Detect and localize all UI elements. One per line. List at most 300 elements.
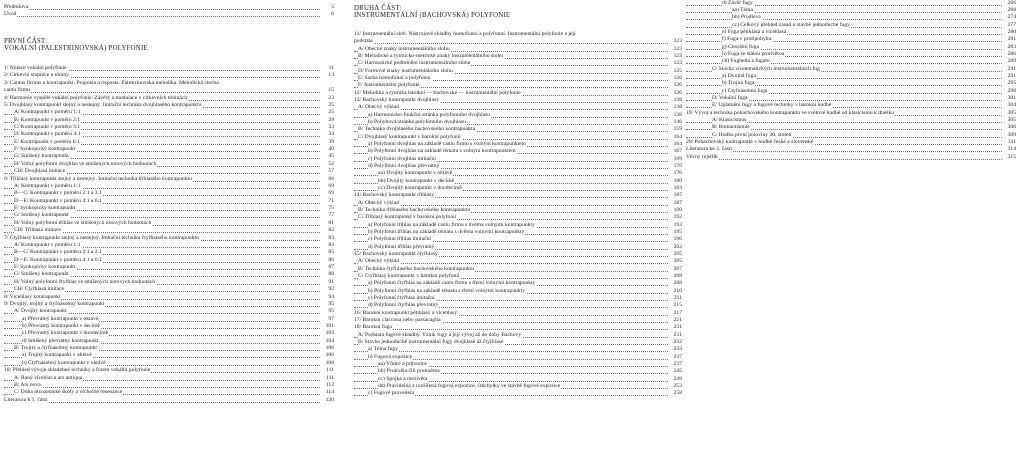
toc-entry-page-number: 187 [673, 200, 682, 206]
toc-entry-page-number: 126 [673, 90, 682, 96]
toc-entry[interactable] [354, 295, 682, 301]
toc-entry[interactable] [354, 236, 682, 242]
toc-entry[interactable] [686, 80, 1016, 86]
toc-entry[interactable] [354, 60, 682, 66]
toc-entry[interactable] [4, 212, 334, 218]
toc-entry-page-number: 106 [325, 352, 334, 358]
toc-entry-page-number: 5 [331, 4, 334, 10]
toc-entry-title: b) Fugová expozice [368, 354, 413, 360]
toc-entry[interactable] [354, 68, 682, 74]
toc-entry[interactable] [354, 53, 682, 59]
dot-leader [354, 329, 668, 330]
toc-entry[interactable] [354, 251, 682, 257]
toc-entry[interactable] [354, 317, 682, 323]
toc-entry-title: H/ Volný polyfonní dvojhlas ve smíšených notových hodnotách [14, 161, 157, 167]
dot-leader [4, 9, 320, 10]
toc-entry-title: Literatura k 1. části [4, 397, 48, 403]
toc-entry-title: B—C/ Kontrapunkt v poměru 2:1 a 3:1 [14, 190, 102, 196]
toc-entry[interactable] [4, 352, 334, 358]
toc-entry[interactable] [354, 310, 682, 316]
toc-entry[interactable] [4, 279, 334, 285]
toc-entry[interactable] [354, 141, 682, 147]
toc-entry[interactable] [686, 7, 1016, 13]
toc-entry[interactable] [686, 139, 1016, 145]
toc-entry-title: 7/ Čtyřhlasý kontrapunkt stejný a nestejný. Imitační technika čtyřhlasého kontrapunktu [4, 235, 199, 241]
toc-entry-title: 9/ Dvojitý, trojitý a čtyřnásobný kontrapunkt [4, 301, 105, 307]
toc-entry[interactable] [354, 134, 682, 140]
toc-entry-title: E/ Uplatnění fugy a fugové techniky v barokní hudbě [712, 102, 832, 108]
dot-leader [354, 263, 668, 264]
toc-entry-page-number: 83 [328, 235, 334, 241]
toc-entry-title: Předmluva [4, 4, 29, 10]
toc-entry-title: C/ Dvojhlasý kontrapunkt v barokní polyfonii [358, 134, 461, 140]
toc-entry[interactable] [4, 190, 334, 196]
toc-entry[interactable] [4, 382, 334, 388]
toc-entry[interactable] [354, 185, 682, 191]
toc-entry-title: b) Polyfonní čtyřhlas na základě tématu s třemi volnými kontrapunkty [368, 288, 526, 294]
toc-entry-page-number: 66 [328, 176, 334, 182]
toc-entry[interactable] [354, 302, 682, 308]
toc-entry-page-number: 208 [673, 273, 682, 279]
toc-entry-title: A/ Obecný výklad [358, 200, 400, 206]
toc-entry[interactable] [4, 227, 334, 233]
toc-entry-page-number: 176 [673, 170, 682, 176]
toc-entry[interactable] [4, 249, 334, 255]
toc-entry-page-number: 167 [673, 148, 682, 154]
toc-entry[interactable] [4, 360, 334, 366]
toc-entry[interactable] [4, 257, 334, 263]
toc-entry[interactable] [4, 87, 334, 93]
toc-entry[interactable] [4, 375, 334, 381]
toc-entry-title: c) Polyfonní čtyřhlas imitační [368, 295, 435, 301]
toc-entry[interactable] [4, 146, 334, 152]
toc-entry[interactable] [354, 390, 682, 396]
toc-entry-page-number: 159 [673, 126, 682, 132]
toc-entry-title: 10/ Přehled vývoje skladebné techniky a forem vokální polyfonie [4, 367, 151, 373]
toc-entry-page-number: 69 [328, 190, 334, 196]
toc-entry[interactable] [4, 176, 334, 182]
toc-entry-title: CH/ Dvojhlasá imitace [14, 168, 66, 174]
toc-entry[interactable] [354, 148, 682, 154]
toc-entry[interactable] [4, 205, 334, 211]
toc-entry-page-number: 306 [1007, 124, 1016, 130]
toc-entry-page-number: 146 [673, 119, 682, 125]
toc-entry-page-number: 85 [328, 249, 334, 255]
toc-entry-title: a) Polyfonní tříhlas na základě cantu firmu s dvěma volnými kontrapunkty [368, 222, 535, 228]
toc-entry-page-number: 315 [1007, 154, 1016, 160]
toc-entry-page-number: 295 [1007, 80, 1016, 86]
toc-entry-page-number: 291 [1007, 73, 1016, 79]
toc-entry-page-number: 138 [673, 104, 682, 110]
toc-entry-title: 8/ Vícehlasý kontrapunkt [4, 294, 61, 300]
toc-entry-title: 19/ Vývoj a technika pobachovského kontrapunktu ve světové hudbě od klasicismu k dnešku [686, 110, 895, 116]
toc-entry-page-number: 277 [1007, 22, 1016, 28]
toc-entry-page-number: 25 [328, 102, 334, 108]
toc-entry-title: D—E/ Kontrapunkt v poměru 4:1 a 6:1 [14, 198, 102, 204]
toc-entry-page-number: 71 [328, 198, 334, 204]
toc-entry[interactable] [354, 258, 682, 264]
toc-entry[interactable] [354, 163, 682, 169]
toc-entry-title: cc) Spojka a mezivěta [378, 376, 428, 382]
toc-entry-page-number: 304 [1007, 102, 1016, 108]
toc-entry-title: d) Polyfonní tříhlas převratný [368, 244, 435, 250]
toc-entry[interactable] [686, 58, 1016, 64]
toc-entry-title: B/ Technika tříhlasého bachovského kontrapunktu [358, 207, 471, 213]
toc-entry[interactable] [354, 126, 682, 132]
toc-entry[interactable] [354, 354, 682, 360]
toc-entry-title: a) Téma fugy [368, 346, 399, 352]
toc-entry-title: F/ Synkopický kontrapunkt [14, 264, 76, 270]
toc-entry[interactable] [4, 264, 334, 270]
toc-entry-title: 12/ Melodika a rytmika barokní — bachovské — instrumentální polyfonie [354, 90, 521, 96]
toc-entry-title: B/ Trojitý a čtyřnásobný kontrapunkt [14, 345, 97, 351]
toc-entry[interactable] [686, 44, 1016, 50]
toc-entry[interactable] [4, 198, 334, 204]
toc-entry-title: A/ Kontrapunkt v poměru 1:1 [14, 109, 81, 115]
toc-entry-page-number: 81 [328, 220, 334, 226]
toc-entry[interactable] [4, 338, 334, 344]
toc-entry-title: F/ Synkopický kontrapunkt [14, 146, 76, 152]
toc-entry-title: B/ Stavba jednoduché instrumentální fugy dvojhlasé až čtyřhlasé [358, 339, 504, 345]
toc-entry-title: d) Závěr fugy [722, 0, 753, 6]
toc-entry-page-number: 6 [331, 11, 334, 17]
toc-entry[interactable] [354, 82, 682, 88]
toc-entry-title: a) Dvojitá fuga [722, 73, 756, 79]
toc-entry[interactable] [354, 97, 682, 103]
toc-entry-page-number: 125 [673, 68, 682, 74]
toc-entry[interactable] [4, 124, 334, 130]
toc-entry-page-number: 314 [1007, 146, 1016, 152]
toc-entry[interactable] [4, 242, 334, 248]
toc-entry-page-number: 311 [1007, 139, 1016, 145]
dot-leader [354, 109, 668, 110]
toc-entry-page-number: 52 [328, 161, 334, 167]
toc-entry-page-number: 268 [1007, 7, 1016, 13]
toc-entry-title: 1/ Notace vokální polyfonie [4, 65, 67, 71]
toc-entry-page-number: 187 [673, 192, 682, 198]
toc-entry-page-number: 95 [328, 308, 334, 314]
toc-entry[interactable] [4, 235, 334, 241]
toc-entry-title: aa) Dvojitý kontrapunkt v oktávě [378, 170, 453, 176]
toc-entry[interactable] [4, 397, 334, 403]
toc-entry-title: c) Fugové provedení [368, 390, 415, 396]
toc-entry-title: b) Čtyřnásobný kontrapunkt v oktávě [22, 360, 106, 366]
toc-entry[interactable] [354, 361, 682, 367]
toc-entry[interactable] [354, 38, 682, 44]
toc-entry-page-number: 169 [673, 156, 682, 162]
toc-entry-page-number: 77 [328, 212, 334, 218]
toc-entry-page-number: 120 [325, 397, 334, 403]
toc-entry[interactable] [354, 192, 682, 198]
toc-entry[interactable] [4, 308, 334, 314]
toc-entry[interactable] [686, 146, 1016, 152]
toc-entry[interactable] [686, 132, 1016, 138]
toc-entry[interactable] [4, 330, 334, 336]
toc-entry-title: 11/ Instrumentální sloh. Nástrojové skladby homofonní a polyfonní. Instrumentální polyfonie a její [354, 31, 576, 37]
toc-entry[interactable] [686, 22, 1016, 28]
toc-entry[interactable] [686, 14, 1016, 20]
toc-entry[interactable] [4, 4, 334, 10]
toc-entry-title: c) Čtyřnásobná fuga [722, 88, 768, 94]
toc-entry-page-number: 286 [1007, 51, 1016, 57]
toc-entry-title: B—C/ Kontrapunkt v poměru 2:1 a 3:1 [14, 249, 102, 255]
toc-entry[interactable] [354, 46, 682, 52]
toc-entry-page-number: 34 [328, 131, 334, 137]
toc-entry[interactable] [4, 316, 334, 322]
toc-entry-page-number: 123 [673, 38, 682, 44]
toc-entry-title: 5/ Dvojhlasý kontrapunkt stejný a nestejný. Imitační technika dvojhlasého kontrapunktu [4, 102, 202, 108]
toc-entry-page-number: 23 [328, 95, 334, 101]
toc-entry[interactable] [686, 117, 1016, 123]
toc-entry[interactable] [686, 51, 1016, 57]
toc-entry-page-number: 205 [673, 258, 682, 264]
toc-entry-title: b) Převratný kontrapunkt v decimě [22, 323, 100, 329]
toc-entry-title: bb) Dvojitý kontrapunkt v decimě [378, 178, 455, 184]
toc-entry[interactable] [354, 244, 682, 250]
toc-entry-page-number: 190 [673, 207, 682, 213]
toc-entry-page-number: 138 [673, 112, 682, 118]
toc-entry-page-number: 112 [325, 382, 334, 388]
toc-entry[interactable] [4, 139, 334, 145]
toc-entry-title: F/ Instrumentální polyfonie [358, 82, 420, 88]
toc-entry[interactable] [354, 229, 682, 235]
toc-entry[interactable] [354, 376, 682, 382]
toc-entry[interactable] [4, 72, 334, 78]
toc-entry-page-number: 13 [328, 72, 334, 78]
dot-leader [354, 351, 668, 352]
toc-entry[interactable] [686, 110, 1016, 116]
toc-entry-page-number: 281 [1007, 36, 1016, 42]
toc-entry[interactable] [354, 273, 682, 279]
toc-entry-title: c) Polyfonní dvojhlas imitační [368, 156, 436, 162]
toc-entry-page-number: 83 [328, 242, 334, 248]
toc-entry[interactable] [686, 29, 1016, 35]
toc-entry-page-number: 237 [673, 354, 682, 360]
toc-entry[interactable] [354, 90, 682, 96]
toc-entry-title: a) Převratný kontrapunkt v oktávě [22, 316, 99, 322]
toc-entry[interactable] [4, 168, 334, 174]
toc-entry-page-number: 237 [673, 361, 682, 367]
toc-entry-page-number: 289 [1007, 58, 1016, 64]
part-heading: PRVNÍ ČÁST: [4, 38, 48, 45]
toc-entry-page-number: 92 [328, 286, 334, 292]
toc-entry[interactable] [686, 73, 1016, 79]
toc-entry-page-number: 305 [1007, 117, 1016, 123]
toc-entry-page-number: 205 [673, 251, 682, 257]
toc-entry-title: H/ Volný polyfonní tříhlas ve smíšených notových hodnotách [14, 220, 152, 226]
toc-entry[interactable] [4, 109, 334, 115]
toc-entry-page-number: 183 [673, 185, 682, 191]
toc-entry[interactable] [4, 131, 334, 137]
toc-entry-page-number: 231 [673, 324, 682, 330]
toc-entry-page-number: 258 [673, 390, 682, 396]
toc-entry-page-number: 180 [673, 178, 682, 184]
toc-entry-title: 14/ Bachovský kontrapunkt tříhlasý [354, 192, 435, 198]
toc-entry-title: B/ Melodické a rytmicko-metrické znaky instrumentálního slohu [358, 53, 504, 59]
toc-entry[interactable] [354, 207, 682, 213]
toc-entry-page-number: 82 [328, 227, 334, 233]
toc-entry-title: 16/ Barokní kontrapunkt pětihlasý a vícehlasý [354, 310, 457, 316]
toc-entry[interactable] [4, 286, 334, 292]
toc-entry[interactable] [354, 280, 682, 286]
toc-entry-title: A/ Obecný výklad [358, 258, 400, 264]
toc-entry-title: a) Polyfonní dvojhlas na základě cantu firmu s volným kontrapunktem [368, 141, 526, 147]
toc-entry[interactable] [686, 102, 1016, 108]
toc-entry[interactable] [354, 222, 682, 228]
toc-entry[interactable] [354, 75, 682, 81]
toc-entry[interactable] [4, 65, 334, 71]
toc-entry[interactable] [354, 214, 682, 220]
dot-leader [354, 205, 668, 206]
toc-entry[interactable] [354, 112, 682, 118]
toc-entry-title: C/ Čtyřhlasý kontrapunkt v barokní polyfonii [358, 273, 460, 279]
toc-entry-page-number: 266 [1007, 0, 1016, 6]
toc-entry[interactable] [4, 323, 334, 329]
toc-entry[interactable] [686, 124, 1016, 130]
toc-entry-page-number: 164 [673, 141, 682, 147]
toc-entry[interactable] [686, 95, 1016, 101]
toc-entry-page-number: 87 [328, 264, 334, 270]
toc-entry-title: aa) Vůdce a průvodce [378, 361, 427, 367]
toc-entry-title: G/ Smíšený kontrapunkt [14, 271, 69, 277]
toc-entry[interactable] [4, 183, 334, 189]
toc-entry-page-number: 57 [328, 168, 334, 174]
toc-entry-title: b) Polyfonní tříhlas na základě tématu s dvěma volnými kontrapunkty [368, 229, 525, 235]
toc-entry[interactable] [354, 324, 682, 330]
toc-entry-page-number: 114 [325, 389, 334, 395]
toc-entry-title: cantu firmu [4, 87, 30, 93]
toc-entry-title: Úvod [4, 11, 17, 17]
toc-entry-page-number: 211 [673, 295, 682, 301]
toc-entry-page-number: 111 [326, 367, 334, 373]
toc-entry-title: A/ Kontrapunkt v poměru 1:1 [14, 183, 81, 189]
toc-entry[interactable] [4, 11, 334, 17]
toc-entry[interactable] [4, 117, 334, 123]
toc-entry-title: d) Smíšený převratný kontrapunkt [22, 338, 99, 344]
toc-entry[interactable] [4, 345, 334, 351]
toc-entry-page-number: 253 [673, 383, 682, 389]
toc-entry[interactable] [4, 95, 334, 101]
toc-entry-title: B/ Ars nova [14, 382, 41, 388]
toc-entry-page-number: 195 [673, 229, 682, 235]
toc-entry-title: D/ Kontrapunkt v poměru 4:1 [14, 131, 81, 137]
toc-entry[interactable] [686, 0, 1016, 6]
toc-entry-page-number: 69 [328, 183, 334, 189]
toc-entry-title: b) Trojitá fuga [722, 80, 755, 86]
toc-entry-page-number: 97 [328, 316, 334, 322]
toc-entry-title: 18/ Barokní fuga [354, 324, 392, 330]
dot-leader [354, 43, 668, 44]
toc-entry-title: 2/ Církevní stupnice a tóniny [4, 72, 69, 78]
toc-entry[interactable] [354, 266, 682, 272]
toc-entry[interactable] [354, 332, 682, 338]
toc-entry[interactable] [354, 178, 682, 184]
toc-entry-title: 13/ Bachovský kontrapunkt dvojhlasý [354, 97, 439, 103]
toc-entry-page-number: 301 [1007, 95, 1016, 101]
toc-entry[interactable] [354, 368, 682, 374]
toc-entry[interactable] [4, 367, 334, 373]
toc-entry-title: B/ Romantismus [712, 124, 750, 130]
toc-entry-page-number: 33 [328, 124, 334, 130]
toc-entry-title: podstata [354, 38, 373, 44]
toc-entry[interactable] [4, 294, 334, 300]
toc-entry-title: 3/ Cantus firmus a kontrapunkt. Proposta a risposta. Palestrinovská melodika. Melodická stavba [4, 80, 219, 86]
toc-entry-page-number: 233 [673, 346, 682, 352]
toc-entry-page-number: 283 [1007, 44, 1016, 50]
toc-entry[interactable] [354, 339, 682, 345]
toc-entry[interactable] [354, 156, 682, 162]
toc-entry-title: A/ Obecné znaky instrumentálního slohu [358, 46, 450, 52]
toc-entry-title: e) Fuga pětihlasá a vícehlasá [722, 29, 787, 35]
toc-entry[interactable] [4, 153, 334, 159]
toc-entry[interactable] [4, 220, 334, 226]
toc-entry[interactable] [686, 88, 1016, 94]
toc-entry[interactable] [354, 170, 682, 176]
toc-entry-title: 20/ Pobachovský kontrapunkt v hudbě české a slovenské [686, 139, 814, 145]
toc-entry-title: 4/ Harmonie vyspělé vokální polyfonie. Závěry a modulace v církevních tóninách [4, 95, 188, 101]
toc-entry-title: Věcný rejstřík [686, 154, 718, 160]
toc-entry[interactable] [4, 102, 334, 108]
toc-entry[interactable] [4, 389, 334, 395]
toc-entry-title: aa) Téma [732, 7, 753, 13]
toc-entry[interactable] [4, 161, 334, 167]
toc-entry-page-number: 95 [328, 301, 334, 307]
toc-entry[interactable] [686, 154, 1016, 160]
toc-entry[interactable] [4, 301, 334, 307]
toc-entry-title: bb) Protivěta čili protiněma [378, 368, 440, 374]
toc-entry-page-number: 25 [328, 109, 334, 115]
toc-entry-title: B/ Kontrapunkt v poměru 2:1 [14, 117, 81, 123]
toc-entry-page-number: 202 [673, 244, 682, 250]
toc-entry[interactable] [354, 200, 682, 206]
dot-leader [4, 387, 320, 388]
dot-leader [4, 402, 320, 403]
toc-entry-title: CH/ Čtyřhlasá imitace [14, 286, 65, 292]
toc-entry-page-number: 215 [673, 302, 682, 308]
toc-entry[interactable] [354, 119, 682, 125]
toc-entry-title: E/ Kontrapunkt v poměru 6:1 [14, 139, 80, 145]
toc-entry[interactable] [354, 31, 682, 37]
toc-entry-page-number: 108 [325, 360, 334, 366]
toc-entry-page-number: 231 [673, 332, 682, 338]
toc-entry[interactable] [354, 104, 682, 110]
toc-entry[interactable] [354, 383, 682, 389]
toc-entry[interactable] [686, 66, 1016, 72]
toc-entry-page-number: 123 [673, 46, 682, 52]
toc-entry-page-number: 126 [673, 75, 682, 81]
dot-leader [4, 16, 320, 17]
toc-entry[interactable] [354, 346, 682, 352]
toc-entry-page-number: 86 [328, 257, 334, 263]
toc-entry[interactable] [4, 271, 334, 277]
toc-entry-title: 17/ Barokní ciaccona nebo passacaglia [354, 317, 441, 323]
toc-entry-page-number: 217 [673, 310, 682, 316]
toc-entry-page-number: 280 [1007, 29, 1016, 35]
toc-entry-page-number: 208 [673, 280, 682, 286]
dot-leader [686, 151, 1002, 152]
toc-entry[interactable] [686, 36, 1016, 42]
toc-entry-title: A/ Klasicismus [712, 117, 747, 123]
toc-entry[interactable] [4, 80, 334, 86]
toc-entry-title: C/ Kontrapunkt v poměru 3:1 [14, 124, 81, 130]
toc-entry[interactable] [354, 288, 682, 294]
toc-entry-title: Literatura ke 2. části [686, 146, 732, 152]
toc-entry-page-number: 111 [326, 375, 334, 381]
toc-entry-page-number: 126 [673, 82, 682, 88]
toc-entry-title: d) Polyfonní dvojhlas převratný [368, 163, 440, 169]
toc-entry-page-number: 305 [1007, 110, 1016, 116]
toc-entry-page-number: 123 [673, 60, 682, 66]
